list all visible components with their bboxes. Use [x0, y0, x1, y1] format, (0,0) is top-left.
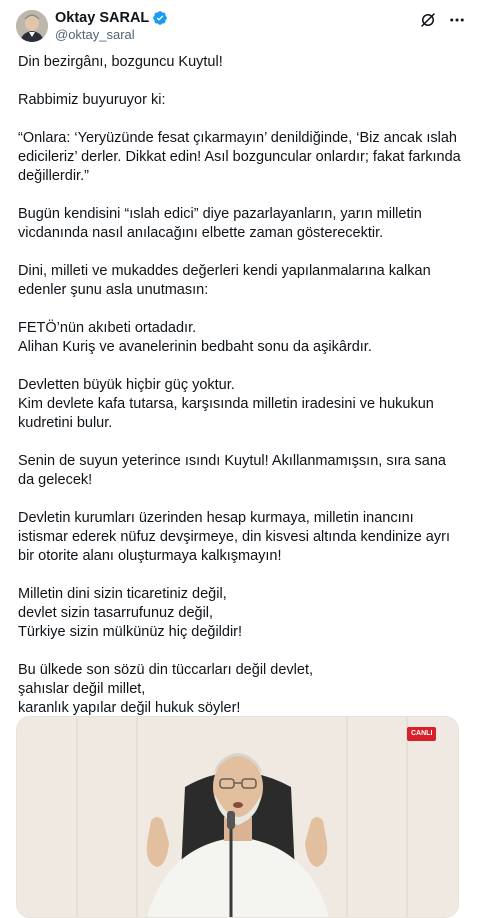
- author-handle[interactable]: @oktay_saral: [55, 27, 135, 42]
- tweet-paragraph: Rabbimiz buyuruyor ki:: [18, 92, 166, 108]
- tweet-paragraph: Bugün kendisini “ıslah edici” diye pazarlayanların, yarın milletin vicdanında nasıl anılacağını elbette zaman gösterecektir.: [18, 206, 422, 241]
- tweet-paragraph: Devletin kurumları üzerinden hesap kurmaya, milletin inancını istismar ederek nüfuz devşirmeye, din kisvesi altında kendinize ayrı bir otorite alanı oluşturmaya kalkışmayın!: [18, 510, 450, 564]
- tweet-text: [18, 53, 466, 737]
- tweet-paragraph: Bu ülkede son sözü din tüccarları değil devlet, şahıslar değil millet, karanlık yapılar değil hukuk söyler!: [18, 662, 314, 716]
- tweet-paragraph: Din bezirgânı, bozguncu Kuytul!: [18, 54, 223, 70]
- tweet-paragraph: “Onlara: ‘Yeryüzünde fesat çıkarmayın’ denildiğinde, ‘Biz ancak ıslah edicileriz’ derler. Dikkat edin! Asıl bozguncular onlardır; fakat farkında değillerdir.”: [18, 130, 461, 184]
- verified-badge-icon: [152, 10, 168, 26]
- live-badge: CANLI: [407, 727, 436, 741]
- grok-icon[interactable]: [419, 11, 437, 29]
- tweet-paragraph: Senin de suyun yeterince ısındı Kuytul! Akıllanmamışsın, sıra sana da gelecek!: [18, 453, 446, 488]
- more-options-icon[interactable]: [448, 11, 466, 29]
- tweet-paragraph: Milletin dini sizin ticaretiniz değil, devlet sizin tasarrufunuz değil, Türkiye sizin mülkünüz hiç değildir!: [18, 586, 243, 640]
- tweet-video[interactable]: [16, 716, 459, 918]
- video-frame-image: [17, 717, 458, 917]
- author-avatar[interactable]: [16, 10, 48, 42]
- tweet-paragraph: Dini, milleti ve mukaddes değerleri kendi yapılanmalarına kalkan edenler şunu asla unutmasın:: [18, 263, 431, 298]
- tweet-header: [0, 0, 477, 44]
- avatar-image: [16, 10, 48, 42]
- tweet-paragraph: Devletten büyük hiçbir güç yoktur. Kim devlete kafa tutarsa, karşısında milletin iradesini ve hukukun kudretini bulur.: [18, 377, 434, 431]
- author-name[interactable]: Oktay SARAL: [55, 10, 150, 26]
- tweet-paragraph: FETÖ’nün akıbeti ortadadır. Alihan Kuriş ve avanelerinin bedbaht sonu da aşikârdır.: [18, 320, 372, 355]
